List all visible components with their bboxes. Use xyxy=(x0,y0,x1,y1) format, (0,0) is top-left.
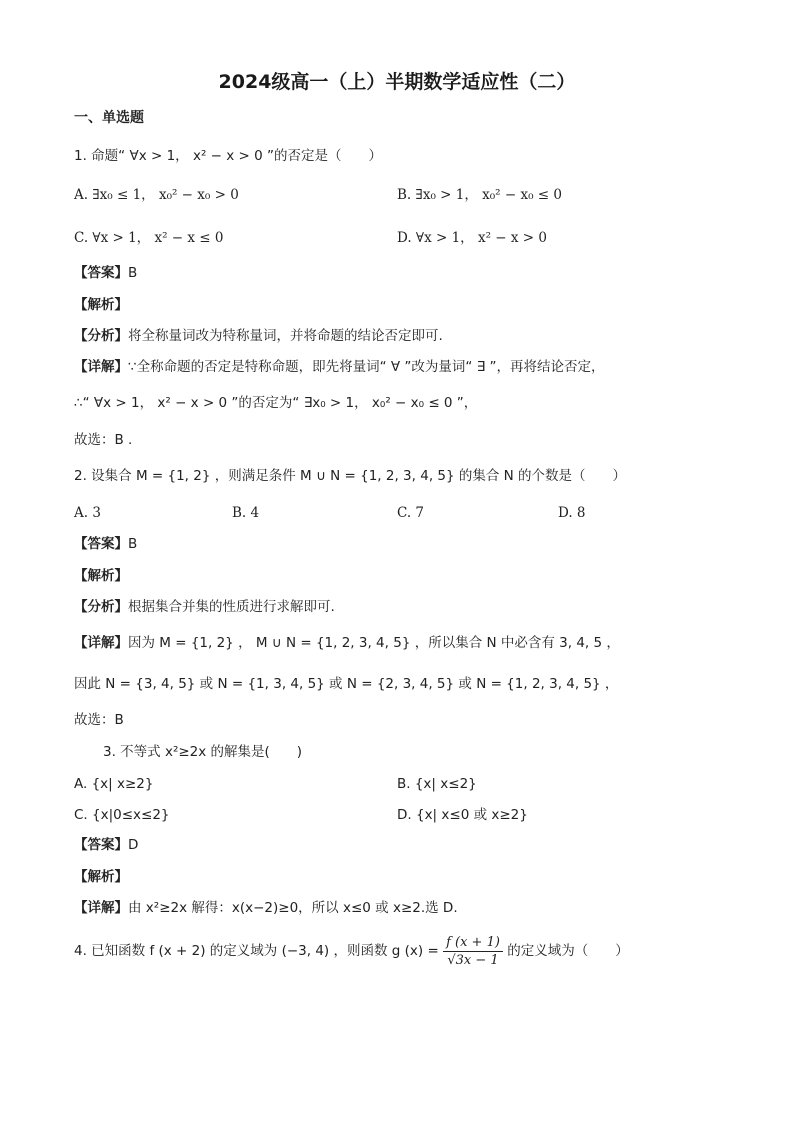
q1-answer-row xyxy=(74,267,137,281)
q2-option-c: C. 7 xyxy=(397,505,425,521)
q2-option-a: A. 3 xyxy=(74,505,101,521)
q3-option-d: D. {x| x≤0 或 x≥2} xyxy=(397,807,528,823)
q2-option-d: D. 8 xyxy=(558,505,586,521)
q2-choose: 故选：B xyxy=(74,712,124,728)
q1-detail-line2: ∴“ ∀x > 1， x² − x > 0 ”的否定为“ ∃x₀ > 1， x₀² − x₀ ≤ 0 ”， xyxy=(74,395,478,411)
q1-answer: B xyxy=(128,265,138,281)
q3-analysis-tag: 【解析】 xyxy=(74,869,128,885)
q1-option-a: A. ∃x₀ ≤ 1， x₀² − x₀ > 0 xyxy=(74,187,239,203)
q2-answer: B xyxy=(128,536,138,552)
q4-fraction-numerator: f (x + 1) xyxy=(443,936,503,952)
fenxi-tag: 【分析】 xyxy=(74,599,128,615)
answer-tag: 【答案】 xyxy=(74,837,128,853)
q2-fenxi: 根据集合并集的性质进行求解即可. xyxy=(128,599,335,615)
q4-fraction xyxy=(443,936,503,967)
q2-xiangjie-row xyxy=(74,637,620,651)
q3-xiangjie: 由 x²≥2x 解得：x(x−2)≥0，所以 x≤0 或 x≥2.选 D. xyxy=(128,900,458,916)
q2-option-b: B. 4 xyxy=(232,505,260,521)
section-heading: 一、单选题 xyxy=(74,110,144,126)
q1-xiangjie-row xyxy=(74,361,605,375)
q2-xiangjie: 因为 M = {1, 2} ， M ∪ N = {1, 2, 3, 4, 5} ，所以集合 N 中必含有 3, 4, 5 ， xyxy=(128,635,620,651)
q3-answer-row xyxy=(74,839,138,853)
q2-fenxi-row xyxy=(74,601,335,615)
q1-xiangjie: ∵全称命题的否定是特称命题，即先将量词“ ∀ ”改为量词“ ∃ ”，再将结论否定， xyxy=(128,359,605,375)
q3-option-c: C. {x|0≤x≤2} xyxy=(74,807,170,823)
q3-option-b: B. {x| x≤2} xyxy=(397,776,477,792)
q3-stem: 3. 不等式 x²≥2x 的解集是( ) xyxy=(103,744,303,760)
q4-stem xyxy=(74,936,629,967)
q1-option-d: D. ∀x > 1， x² − x > 0 xyxy=(397,230,547,246)
q1-analysis-tag: 【解析】 xyxy=(74,297,128,313)
q1-option-c: C. ∀x > 1， x² − x ≤ 0 xyxy=(74,230,224,246)
q2-stem: 2. 设集合 M = {1, 2} ，则满足条件 M ∪ N = {1, 2, 3, 4, 5} 的集合 N 的个数是（ ） xyxy=(74,468,627,484)
q2-detail-line2: 因此 N = {3, 4, 5} 或 N = {1, 3, 4, 5} 或 N = {2, 3, 4, 5} 或 N = {1, 2, 3, 4, 5} ， xyxy=(74,676,619,692)
q4-fraction-denominator: √3x − 1 xyxy=(447,953,499,968)
answer-tag: 【答案】 xyxy=(74,536,128,552)
q1-fenxi: 将全称量词改为特称量词，并将命题的结论否定即可. xyxy=(128,328,443,344)
xiangjie-tag: 【详解】 xyxy=(74,635,128,651)
q1-choose: 故选：B . xyxy=(74,432,133,448)
q3-xiangjie-row xyxy=(74,902,458,916)
xiangjie-tag: 【详解】 xyxy=(74,359,128,375)
answer-tag: 【答案】 xyxy=(74,265,128,281)
q4-stem-pre: 4. 已知函数 f (x + 2) 的定义域为 (−3, 4) ，则函数 g (x) = xyxy=(74,942,439,959)
q1-option-b: B. ∃x₀ > 1， x₀² − x₀ ≤ 0 xyxy=(397,187,562,203)
page-title: 2024级高一（上）半期数学适应性（二） xyxy=(218,71,576,93)
q1-fenxi-row xyxy=(74,330,443,344)
fenxi-tag: 【分析】 xyxy=(74,328,128,344)
q2-analysis-tag: 【解析】 xyxy=(74,568,128,584)
xiangjie-tag: 【详解】 xyxy=(74,900,128,916)
q4-stem-post: 的定义域为（ ） xyxy=(507,942,629,959)
q3-answer: D xyxy=(128,837,139,853)
q1-stem: 1. 命题“ ∀x > 1， x² − x > 0 ”的否定是（ ） xyxy=(74,148,383,164)
q2-answer-row xyxy=(74,538,137,552)
q3-option-a: A. {x| x≥2} xyxy=(74,776,154,792)
